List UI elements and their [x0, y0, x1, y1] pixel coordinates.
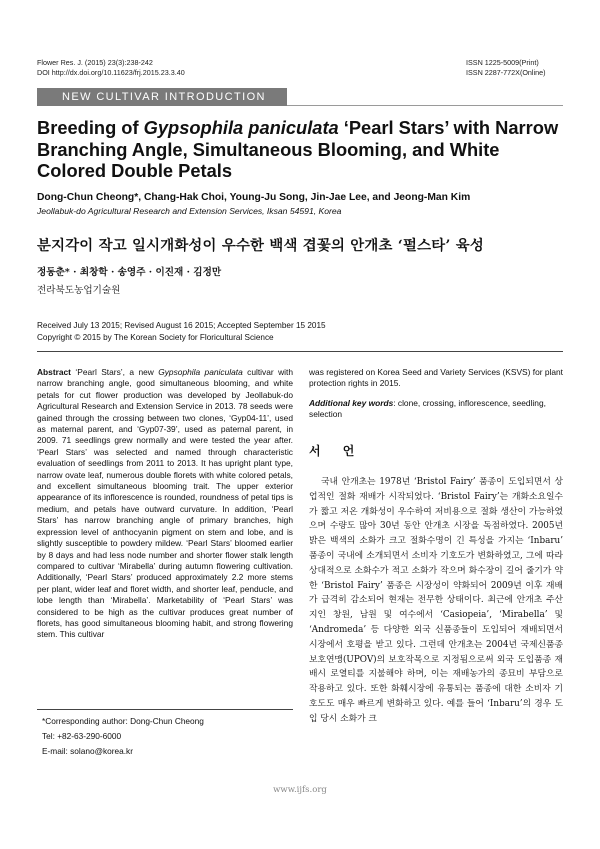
issn-print: ISSN 1225-5009(Print) [466, 58, 539, 67]
corresponding-author-footnote [42, 714, 204, 759]
introduction-text: 국내 안개초는 1978년 ‘Bristol Fairy’ 품종이 도입되면서 상업적인 절화 재배가 시작되었다. ‘Bristol Fairy’는 개화소요일수가 짧고 저온 개화성이 우수하여 저비용으로 절화 생산이 가능하였으며 수량도 많아 30년 동안 안개초 시장을 독점하였다. 2005년 밝은 백색의 소화가 크고 절화수명이 긴 특성을 가지는 ‘Inbaru’ 품종이 국내에 소개되면서 소비자 기호도가 변화하였고, 그에 따라 상대적으로 소화수가 적고 소화가 작으며 화수장이 길어 줄기가 약한 ‘Bristol Fairy’ 품종은 시장성이 약화되어 2009년 이후 재배가 급격히 감소되어 현재는 전무한 상태이다. 최근에 안개초 주산지인 창원, 남원 및 여수에서 ‘Casiopeia’, ‘Mirabella’ 및 ‘Andromeda’ 등 다양한 외국 신품종들이 도입되어 재배되면서 시장에서 호평을 받고 있다. 그런데 안개초는 2004년 국제신품종보호연맹(UPOV)의 보호작목으로 지정됨으로써 외국 도입품종 재배시 로열티를 지불해야 하며, 이는 재배농가의 종묘비 부담으로 작용하고 있다. 또한 화훼시장에 유통되는 품종에 대한 소비자 기호도도 매우 빠르게 변화하고 있다. 예를 들어 ‘Inbaru’의 경우 도입 당시 소화가 크 [309, 477, 563, 724]
abstract-label: Abstract [37, 367, 71, 377]
header-divider [37, 351, 563, 352]
introduction-heading: 서 언 [309, 444, 364, 458]
journal-website[interactable]: www.ijfs.org [273, 785, 327, 795]
author-phone: Tel: +82-63-290-6000 [42, 731, 122, 741]
abstract: Abstract ‘Pearl Stars’, a new Gypsophila paniculata cultivar with narrow branching angle, good simultaneous blooming, and white petals for cut flower production was developed by Jeollabuk-do Agricultural Research and Extension Service in 2013. 78 seeds were gained through the crossing between two clones, ‘Gyp04-11’, used as maternal parent, and ‘Gyp07-39’, used as paternal parent, in 2009. 71 seedlings grew normally and were tested the year after. ‘Pearl Stars’ was selected and named through characteristic evaluation of seedlings from 2011 to 2013. It has upright plant type, narrow ovate leaf, numerous double florets with white colored petals, and excellent simultaneous blooming trait. The upper exterior appearance of its inflorescence is rounded, roundness of petal tips is medium, and petals have outward curvature. In addition, ‘Pearl Stars’ has narrow branching angle of primary branches, high expression level of anthocyanin pigment on stem and lobe, and is slightly susceptible to powdery mildew. ‘Pearl Stars’ bloomed earlier by 8 days and had less node number and shorter flower stalk length compared to cultivar ‘Mirabella’ during autumn flowering cultivation. Additionally, ‘Pearl Stars’ produced approximately 2.2 more stems per plant, wider leaf and floret width, and shorter leaf, penducle, and lobe length than ‘Mirabella’. Marketability of ‘Pearl Stars’ was considered to be high as the cultivar produces great number of florets, has good simultaneous blooming habit, and strong flowering stem. This cultivar [37, 367, 293, 640]
section-banner-label: NEW CULTIVAR INTRODUCTION [62, 91, 266, 103]
issn-online: ISSN 2287-772X(Online) [466, 67, 546, 77]
abstract-continued: was registered on Korea Seed and Variety Services (KSVS) for plant protection rights in 2015. [309, 367, 564, 389]
footnote-divider [37, 709, 293, 710]
author-email[interactable]: E-mail: solano@korea.kr [42, 746, 133, 756]
copyright-notice: Copyright © 2015 by The Korean Society for Floricultural Science [37, 333, 274, 342]
journal-reference: Flower Res. J. (2015) 23(3):238-242 [37, 58, 153, 67]
journal-citation [37, 58, 185, 77]
paper-title: Breeding of Gypsophila paniculata ‘Pearl Stars’ with Narrow Branching Angle, Simultaneous Blooming, and White Colored Double Petals [37, 117, 559, 181]
species-name: Gypsophila paniculata [143, 117, 339, 138]
korean-title: 분지각이 작고 일시개화성이 우수한 백색 겹꽃의 안개초 ‘펄스타’ 육성 [37, 237, 484, 254]
received-dates: Received July 13 2015; Revised August 16 2015; Accepted September 15 2015 [37, 321, 326, 330]
korean-author-list: 정동춘* · 최창학 · 송영주 · 이진재 · 김정만 [37, 267, 222, 278]
keywords-label: Additional key words [309, 398, 394, 408]
banner-divider [287, 105, 563, 106]
keywords-list: : clone, crossing, inflorescence, seedling, selection [309, 398, 546, 420]
section-banner [37, 88, 287, 106]
author-list: Dong-Chun Cheong*, Chang-Hak Choi, Young-Ju Song, Jin-Jae Lee, and Jeong-Man Kim [37, 192, 471, 203]
issn-block [466, 58, 546, 77]
publication-dates [37, 320, 326, 344]
abstract-species: Gypsophila paniculata [158, 367, 243, 377]
additional-keywords [309, 398, 563, 421]
corresponding-author: *Corresponding author: Dong-Chun Cheong [42, 716, 204, 726]
doi-link[interactable]: DOI http://dx.doi.org/10.11623/frj.2015.23.3.40 [37, 67, 185, 77]
affiliation: Jeollabuk-do Agricultural Research and Extension Services, Iksan 54591, Korea [37, 206, 342, 216]
korean-affiliation: 전라북도농업기술원 [37, 285, 121, 296]
